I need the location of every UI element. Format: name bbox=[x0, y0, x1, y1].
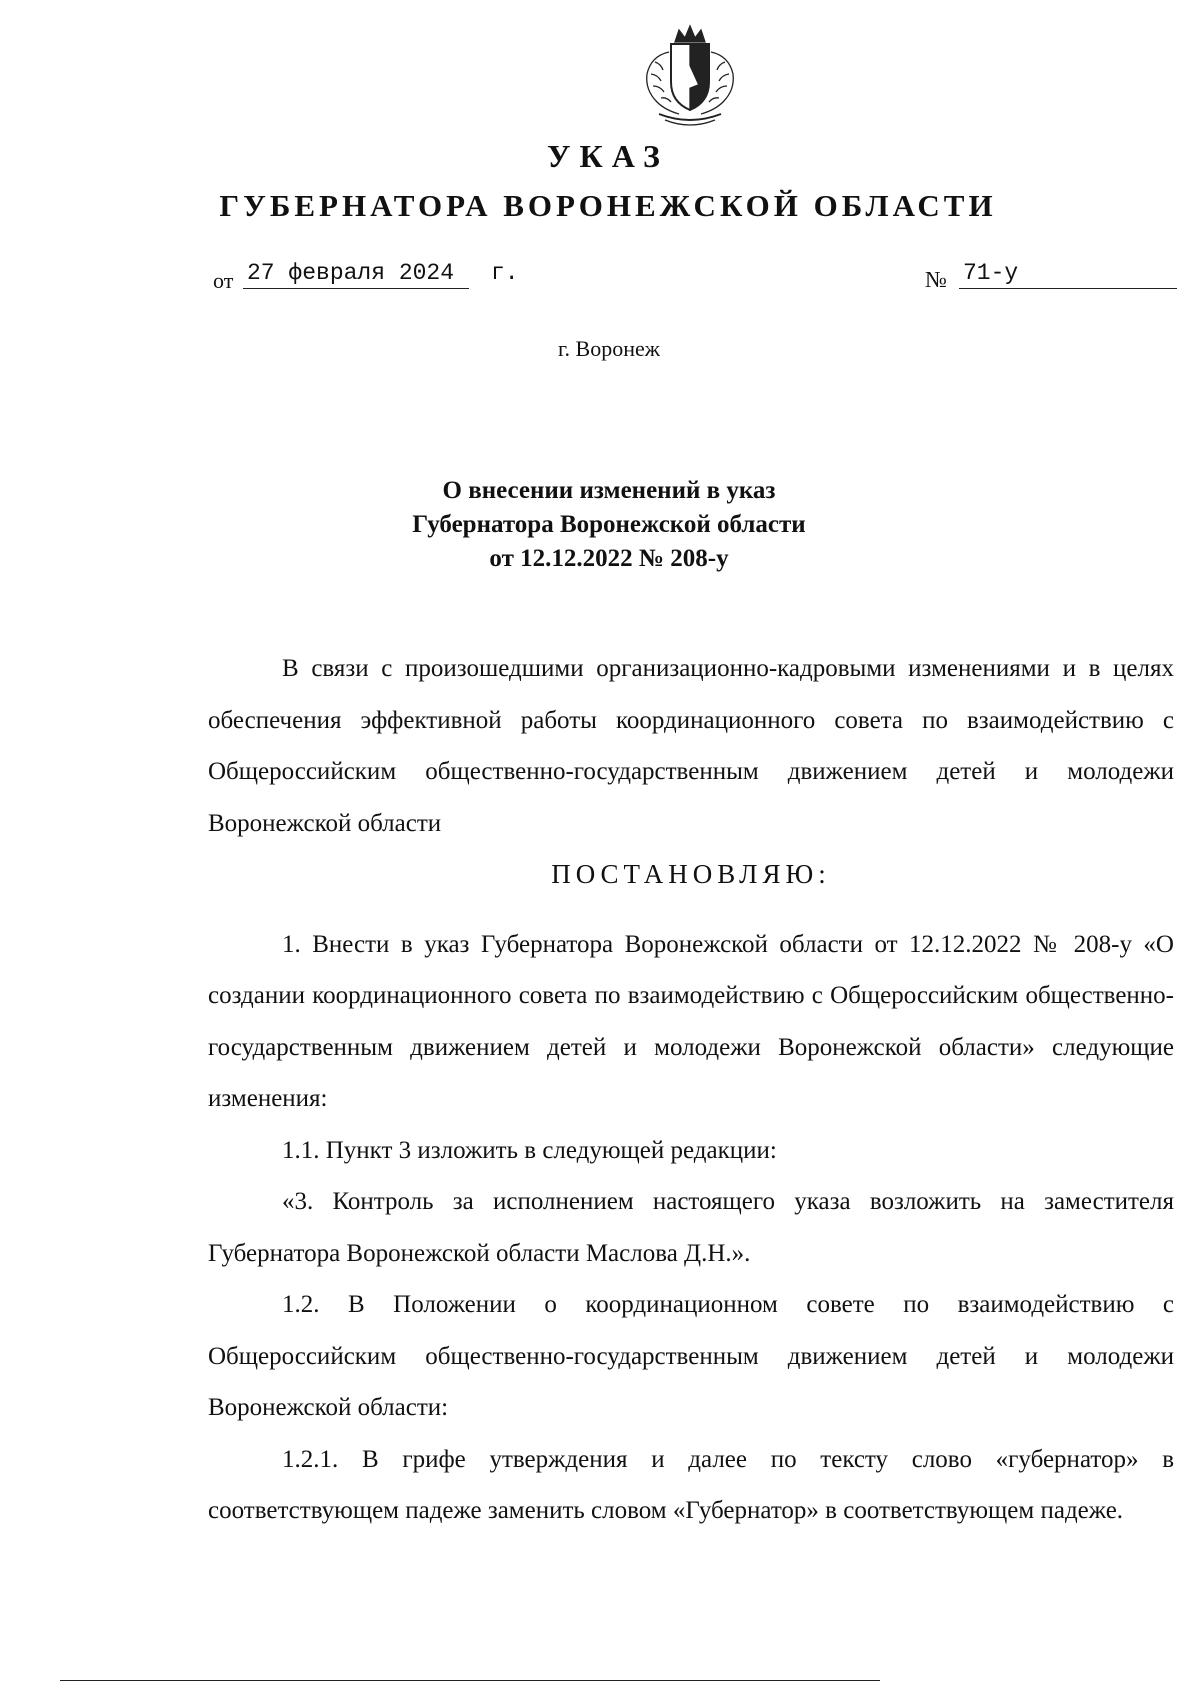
document-issuer: ГУБЕРНАТОРА ВОРОНЕЖСКОЙ ОБЛАСТИ bbox=[219, 188, 997, 223]
footer-divider bbox=[60, 1680, 880, 1681]
document-subject bbox=[0, 474, 1200, 576]
subject-line: Губернатора Воронежской области bbox=[412, 511, 806, 538]
date-prefix: от bbox=[213, 268, 234, 293]
document-title: УКАЗ bbox=[547, 138, 669, 174]
preamble-paragraph: В связи с произошедшими организационно-кадровыми изменениями и в целях обеспечения эффективной работы координационного совета по взаимодействию с Общероссийским общественно-государственным движением детей и молодежи Воронежской области bbox=[208, 655, 1174, 837]
document-date: 27 февраля 2024 bbox=[243, 258, 469, 289]
clause-1-1-quote: «3. Контроль за исполнением настоящего указа возложить на заместителя Губернатора Воронежской области Маслова Д.Н.». bbox=[208, 1188, 1174, 1267]
document-number: 71-у bbox=[959, 258, 1177, 289]
date-suffix: г. bbox=[491, 260, 519, 286]
decree-heading: ПОСТАНОВЛЯЮ: bbox=[551, 859, 831, 889]
clause-1-1: 1.1. Пункт 3 изложить в следующей редакции: bbox=[282, 1136, 777, 1164]
document-body bbox=[208, 643, 1174, 1537]
number-prefix: № bbox=[925, 267, 947, 292]
clause-1: 1. Внести в указ Губернатора Воронежской области от 12.12.2022 № 208-у «О создании координационного совета по взаимодействию с Общероссийским общественно-государственным движением детей и молодежи Воронежской области» следующие изменения: bbox=[208, 930, 1174, 1112]
subject-line: О внесении изменений в указ bbox=[442, 477, 776, 504]
clause-1-2: 1.2. В Положении о координационном совете по взаимодействию с Общероссийским общественно-государственным движением детей и молодежи Воронежской области: bbox=[208, 1291, 1174, 1421]
date-number-row bbox=[213, 258, 1173, 298]
coat-of-arms-icon bbox=[625, 22, 755, 132]
city: г. Воронеж bbox=[558, 336, 660, 361]
clause-1-2-1: 1.2.1. В грифе утверждения и далее по тексту слово «губернатор» в соответствующем падеже заменить словом «Губернатор» в соответствующем падеже. bbox=[208, 1445, 1174, 1524]
subject-line: от 12.12.2022 № 208-у bbox=[489, 545, 729, 572]
